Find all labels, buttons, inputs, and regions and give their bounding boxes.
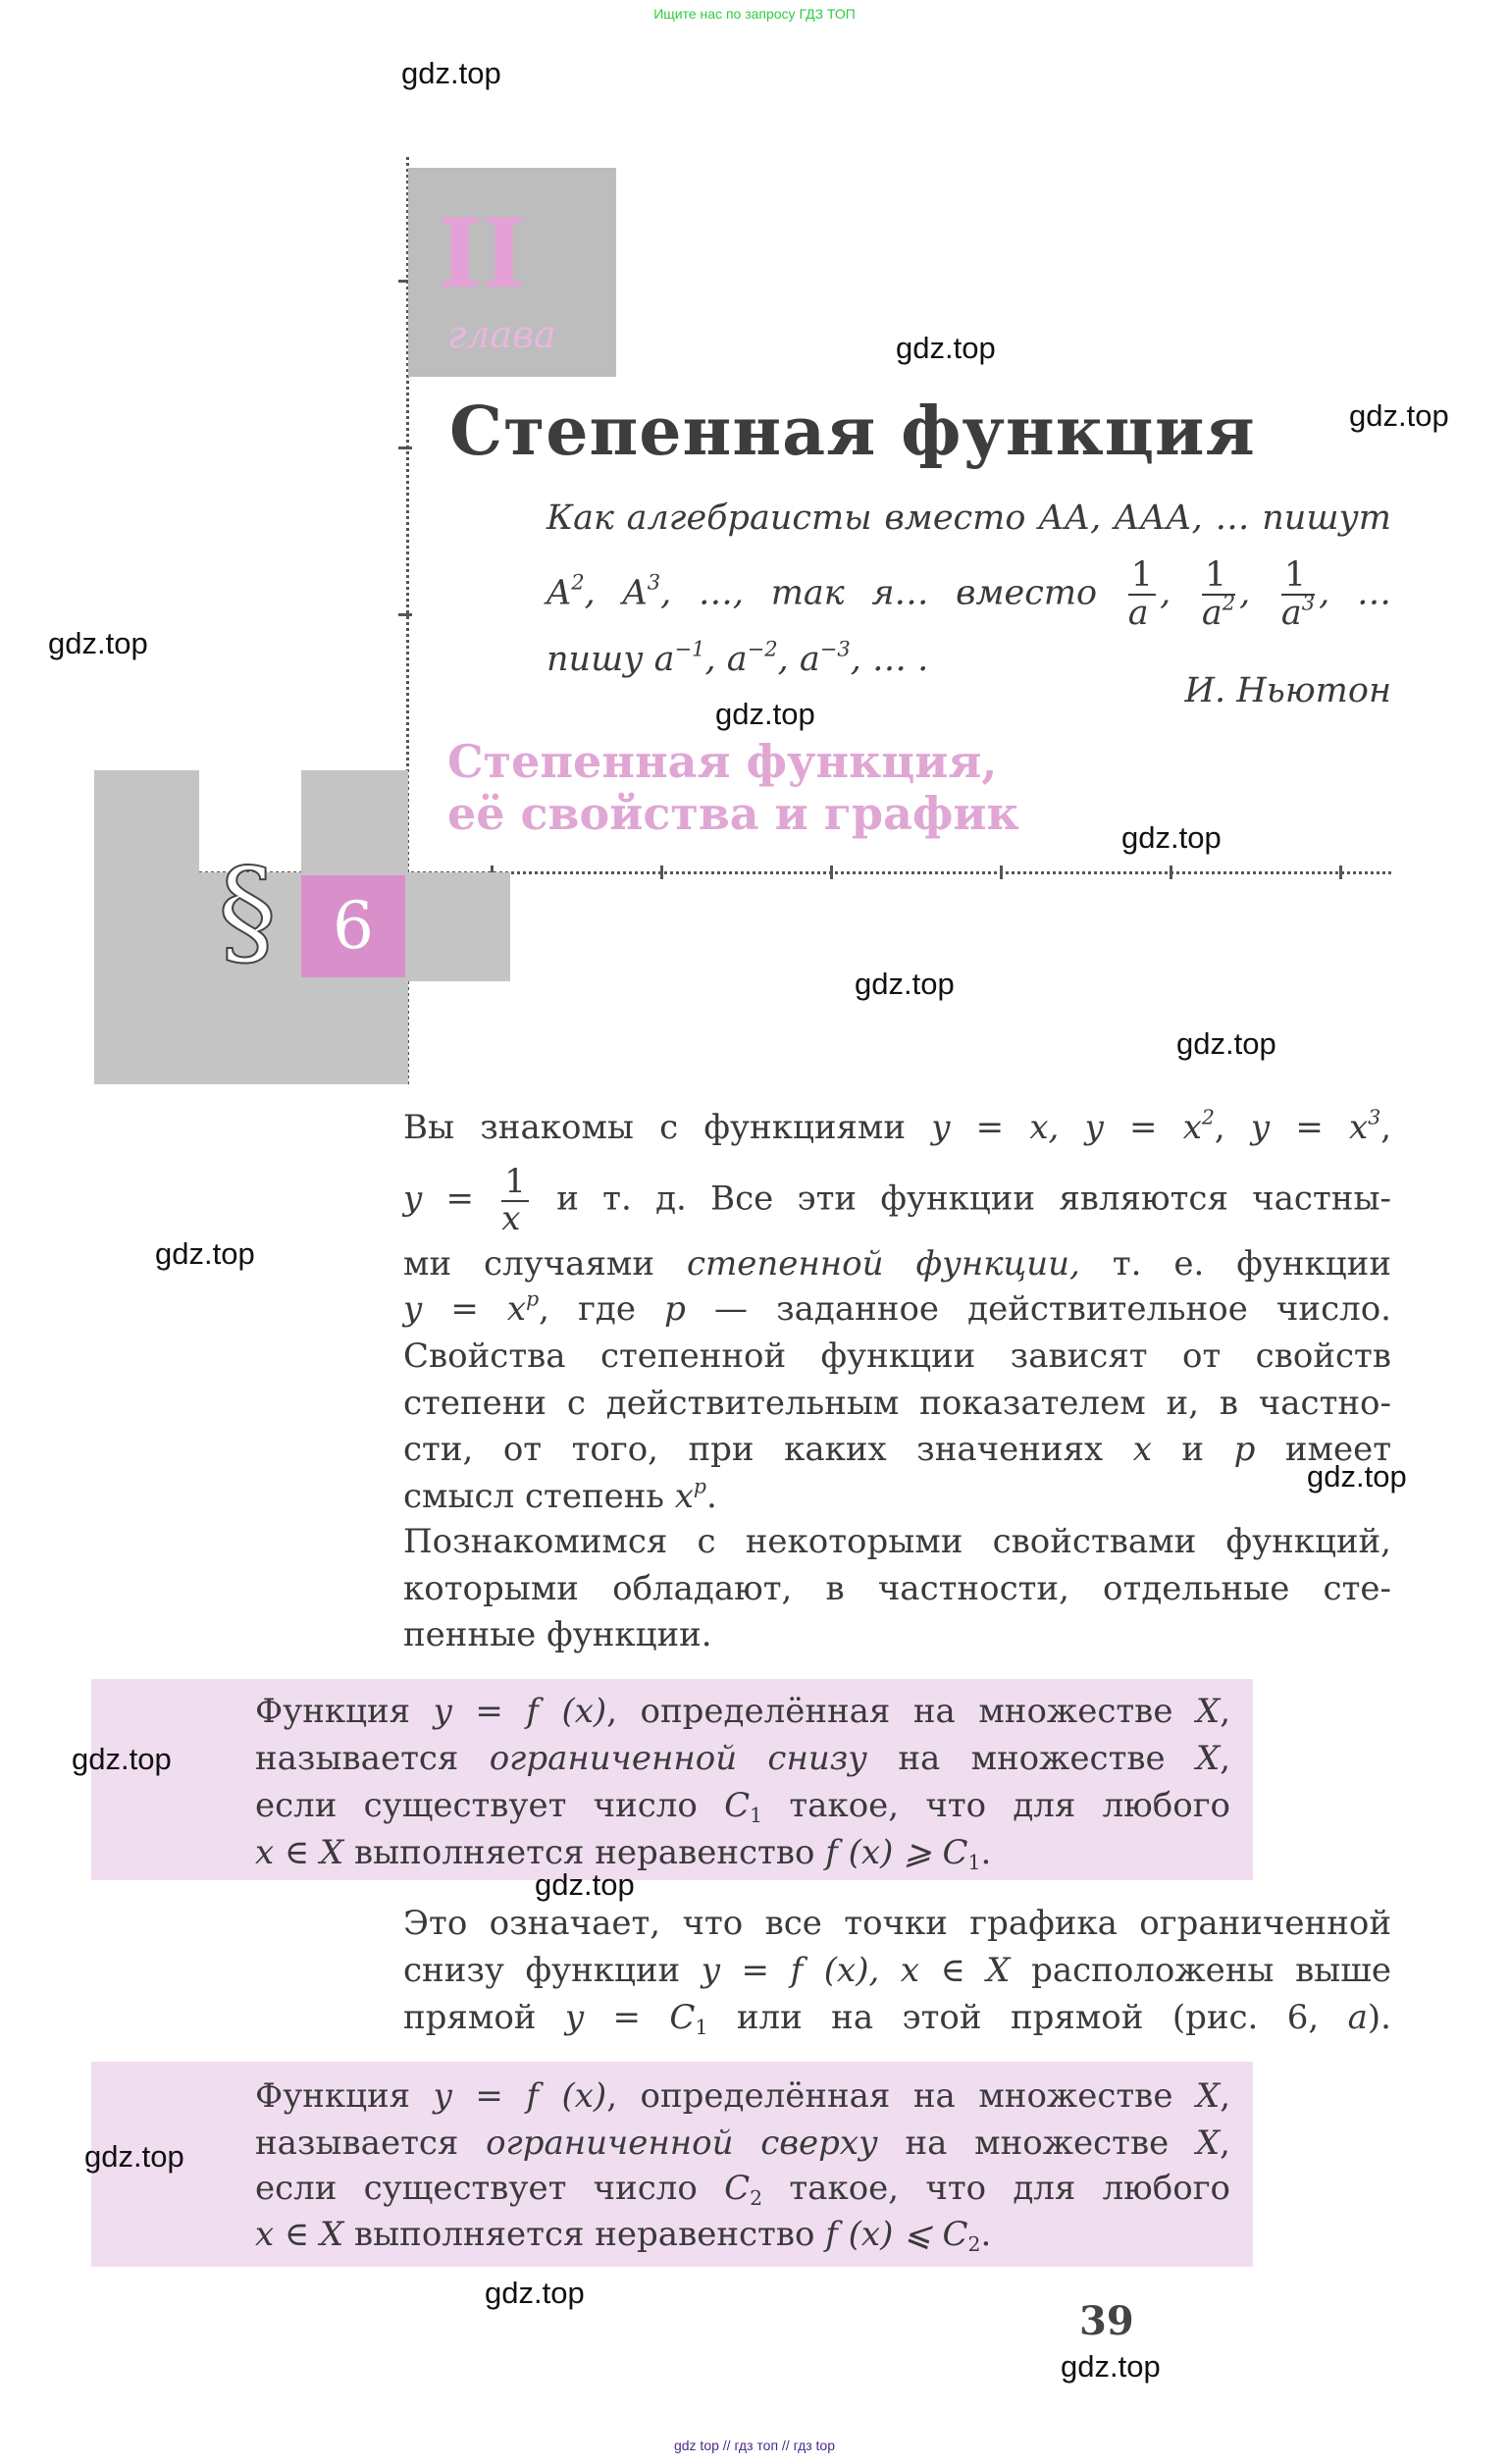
text-run: если существует число bbox=[255, 1786, 725, 1825]
watermark: gdz.top bbox=[1307, 1459, 1407, 1494]
text-line bbox=[403, 1473, 1391, 1520]
text-run: , a bbox=[777, 640, 820, 679]
text-line bbox=[255, 2165, 1230, 2212]
text-run: x ∈ X bbox=[255, 2215, 344, 2254]
text-run: расположены выше bbox=[1010, 1951, 1391, 1990]
text-run: a bbox=[1347, 1998, 1368, 2037]
text-run: на множестве bbox=[867, 1739, 1196, 1778]
text-run: y = C bbox=[564, 1998, 696, 2037]
watermark: gdz.top bbox=[84, 2139, 184, 2174]
text-run: ограниченной снизу bbox=[489, 1739, 868, 1778]
watermark: gdz.top bbox=[155, 1236, 255, 1271]
epigraph-line bbox=[546, 495, 1391, 542]
watermark: gdz.top bbox=[1061, 2349, 1161, 2384]
watermark: gdz.top bbox=[715, 697, 815, 731]
text-run: такое, что для любого bbox=[762, 1786, 1230, 1825]
text-line bbox=[255, 1782, 1230, 1829]
text-line bbox=[403, 1162, 1391, 1238]
section-title-line1: Степенная функция, bbox=[447, 735, 998, 788]
text-run: называется bbox=[255, 1739, 490, 1778]
exponent: 3 bbox=[1368, 1105, 1381, 1129]
text-run: выполняется неравенство bbox=[343, 1833, 826, 1872]
text-line bbox=[403, 1947, 1391, 1994]
fraction-denominator bbox=[501, 1198, 529, 1238]
text-run: , где bbox=[539, 1289, 665, 1329]
fraction-numerator: 1 bbox=[1128, 557, 1156, 596]
text-run: , bbox=[1160, 573, 1198, 613]
text-run: — заданное действительное число. bbox=[685, 1289, 1391, 1329]
exponent: 2 bbox=[1201, 1105, 1215, 1129]
text-run: смысл степень bbox=[403, 1477, 675, 1516]
text-line bbox=[255, 1688, 1230, 1735]
text-run: y = f (x) bbox=[433, 2076, 607, 2116]
section-decor-block bbox=[301, 770, 408, 872]
denominator-base: x bbox=[501, 1198, 521, 1238]
text-line bbox=[403, 1518, 1391, 1565]
fraction bbox=[501, 1162, 529, 1238]
section-number: 6 bbox=[301, 875, 405, 977]
text-run: , определённая на множестве bbox=[606, 1692, 1196, 1731]
text-run: прямой bbox=[403, 1998, 565, 2037]
text-line bbox=[403, 1565, 1391, 1612]
text-run: если существует число bbox=[255, 2169, 725, 2208]
fraction bbox=[1202, 557, 1235, 632]
text-run: пишу a bbox=[546, 640, 675, 679]
text-run: , bbox=[1214, 1108, 1251, 1147]
exponent: 2 bbox=[571, 570, 585, 595]
text-run: Это означает, что все точки графика ограниченной bbox=[403, 1904, 1391, 1943]
text-line bbox=[403, 1104, 1391, 1151]
subscript: 2 bbox=[967, 2232, 981, 2257]
text-run: , bbox=[1220, 1739, 1230, 1778]
text-run: имеет bbox=[1255, 1430, 1392, 1469]
fraction-denominator bbox=[1280, 591, 1316, 633]
chapter-number: II bbox=[438, 198, 526, 309]
text-run: , bbox=[1220, 1692, 1230, 1731]
text-run: x bbox=[674, 1477, 694, 1516]
text-line bbox=[255, 1829, 1230, 1876]
text-run: X bbox=[1195, 2123, 1221, 2163]
text-run: на множестве bbox=[877, 2123, 1196, 2163]
text-run: , A bbox=[584, 573, 648, 613]
section-sign-icon: § bbox=[218, 844, 277, 980]
subscript: 1 bbox=[967, 1851, 981, 1875]
text-run: сти, от того, при каких значениях bbox=[403, 1430, 1133, 1469]
text-run: и bbox=[1151, 1430, 1234, 1469]
text-run: X bbox=[1195, 1739, 1221, 1778]
section-decor-block bbox=[94, 770, 199, 1084]
text-run: снизу функции bbox=[403, 1951, 702, 1990]
subscript: 1 bbox=[695, 2016, 708, 2040]
text-line bbox=[403, 1240, 1391, 1287]
text-line bbox=[403, 1611, 1391, 1658]
text-run: Познакомимся с некоторыми свойствами функций, bbox=[403, 1522, 1391, 1561]
text-run: x ∈ X bbox=[255, 1833, 344, 1872]
text-line bbox=[403, 1380, 1391, 1427]
text-line bbox=[255, 2072, 1230, 2120]
watermark: gdz.top bbox=[401, 56, 501, 90]
text-run: . bbox=[980, 2215, 992, 2254]
text-run: ограниченной сверху bbox=[486, 2123, 878, 2163]
text-run: , … . bbox=[850, 640, 929, 679]
search-banner: Ищите нас по запросу ГДЗ ТОП bbox=[653, 6, 856, 22]
text-run: которыми обладают, в частности, отдельные сте- bbox=[403, 1569, 1391, 1608]
subscript: 2 bbox=[750, 2186, 763, 2211]
text-line bbox=[403, 1333, 1391, 1380]
fraction-numerator: 1 bbox=[501, 1165, 529, 1202]
text-run: т. е. функции bbox=[1079, 1244, 1391, 1284]
text-run: y = x, y = x bbox=[931, 1108, 1202, 1147]
text-run: , … bbox=[1319, 573, 1391, 613]
text-run: или на этой прямой (рис. 6, bbox=[707, 1998, 1348, 2037]
denominator-exponent: 3 bbox=[1301, 591, 1316, 615]
watermark: gdz.top bbox=[1349, 398, 1449, 433]
text-line bbox=[403, 1994, 1391, 2041]
text-run: пенные функции. bbox=[403, 1615, 712, 1654]
epigraph-line bbox=[546, 555, 1391, 633]
text-run: , bbox=[1239, 573, 1277, 613]
exponent: −1 bbox=[674, 637, 705, 661]
epigraph-line bbox=[546, 636, 928, 683]
text-run: степенной функции, bbox=[686, 1244, 1080, 1284]
text-run: ми случаями bbox=[403, 1244, 687, 1284]
rule-tick bbox=[1339, 865, 1342, 879]
fraction-numerator: 1 bbox=[1202, 557, 1235, 596]
text-run: X bbox=[1195, 2076, 1221, 2116]
fraction bbox=[1128, 557, 1156, 632]
text-run: Свойства степенной функции зависят от свойств bbox=[403, 1337, 1391, 1376]
text-run: ). bbox=[1367, 1998, 1391, 2037]
text-run: f (x) ⩾ C bbox=[825, 1833, 968, 1872]
rule-tick bbox=[1170, 865, 1172, 879]
watermark: gdz.top bbox=[1176, 1026, 1276, 1061]
chapter-title: Степенная функция bbox=[449, 393, 1256, 471]
watermark: gdz.top bbox=[535, 1867, 635, 1902]
text-run: , определённая на множестве bbox=[606, 2076, 1196, 2116]
text-run: . bbox=[980, 1833, 992, 1872]
text-run: , …, так я… вместо bbox=[660, 573, 1124, 613]
denominator-base: a bbox=[1280, 593, 1302, 633]
fraction-numerator: 1 bbox=[1281, 557, 1315, 596]
text-run: C bbox=[724, 2169, 751, 2208]
denominator-base: a bbox=[1127, 593, 1149, 633]
text-line bbox=[255, 1735, 1230, 1782]
text-run: степени с действительным показателем и, в частно- bbox=[403, 1384, 1391, 1423]
text-line bbox=[403, 1285, 1391, 1333]
text-run: A bbox=[546, 573, 572, 613]
exponent: −2 bbox=[747, 637, 778, 661]
watermark: gdz.top bbox=[1121, 820, 1222, 855]
fraction-denominator bbox=[1201, 591, 1236, 633]
text-run: y = f (x), x ∈ X bbox=[701, 1951, 1011, 1990]
text-run: Как алгебраисты вместо АА, ААА, … пишут bbox=[546, 498, 1391, 538]
text-run: y = f (x) bbox=[433, 1692, 607, 1731]
text-line bbox=[255, 2211, 1230, 2258]
text-run: , bbox=[1220, 2076, 1230, 2116]
text-run: и т. д. Все эти функции являются частны- bbox=[532, 1179, 1391, 1219]
exponent: −3 bbox=[819, 637, 851, 661]
text-run: y = bbox=[403, 1179, 498, 1219]
watermark: gdz.top bbox=[485, 2276, 585, 2310]
text-run: , bbox=[1380, 1108, 1391, 1147]
text-run: Функция bbox=[255, 1692, 434, 1731]
text-run: выполняется неравенство bbox=[343, 2215, 826, 2254]
exponent: p bbox=[526, 1286, 540, 1311]
rule-tick bbox=[398, 446, 412, 449]
watermark: gdz.top bbox=[896, 331, 996, 365]
chapter-badge bbox=[408, 168, 616, 377]
text-run: . bbox=[705, 1477, 717, 1516]
text-run: f (x) ⩽ C bbox=[825, 2215, 968, 2254]
text-run: y = x bbox=[1250, 1108, 1369, 1147]
section-title-line2: её свойства и график bbox=[447, 787, 1019, 840]
rule-tick bbox=[1000, 865, 1003, 879]
denominator-base: a bbox=[1201, 593, 1223, 633]
text-run: Вы знакомы с функциями bbox=[403, 1108, 932, 1147]
text-run: такое, что для любого bbox=[762, 2169, 1230, 2208]
rule-tick bbox=[660, 865, 663, 879]
text-run: p bbox=[664, 1289, 686, 1329]
footer-links: gdz top // гдз топ // гдз top bbox=[673, 2438, 836, 2453]
watermark: gdz.top bbox=[855, 967, 955, 1001]
chapter-word: глава bbox=[447, 313, 556, 356]
page-number: 39 bbox=[1079, 2298, 1134, 2344]
text-run: y = x bbox=[403, 1289, 527, 1329]
section-decor-block bbox=[408, 872, 510, 981]
text-line bbox=[403, 1900, 1391, 1947]
subscript: 1 bbox=[750, 1804, 763, 1828]
epigraph-author: И. Ньютон bbox=[1184, 671, 1391, 710]
fraction-denominator bbox=[1127, 593, 1156, 633]
rule-tick bbox=[830, 865, 833, 879]
exponent: p bbox=[693, 1474, 706, 1498]
exponent: 3 bbox=[647, 570, 661, 595]
text-run: x bbox=[1132, 1430, 1152, 1469]
watermark: gdz.top bbox=[48, 626, 148, 660]
text-run: X bbox=[1195, 1692, 1221, 1731]
text-line bbox=[255, 2120, 1230, 2167]
text-run: , a bbox=[704, 640, 748, 679]
text-run: p bbox=[1233, 1430, 1256, 1469]
text-run: называется bbox=[255, 2123, 487, 2163]
watermark: gdz.top bbox=[72, 1742, 172, 1776]
text-run: , bbox=[1220, 2123, 1230, 2163]
denominator-exponent: 2 bbox=[1222, 591, 1236, 615]
text-run: Функция bbox=[255, 2076, 434, 2116]
fraction bbox=[1281, 557, 1315, 632]
text-run: C bbox=[724, 1786, 751, 1825]
rule-tick bbox=[398, 613, 412, 616]
text-line bbox=[403, 1426, 1391, 1473]
